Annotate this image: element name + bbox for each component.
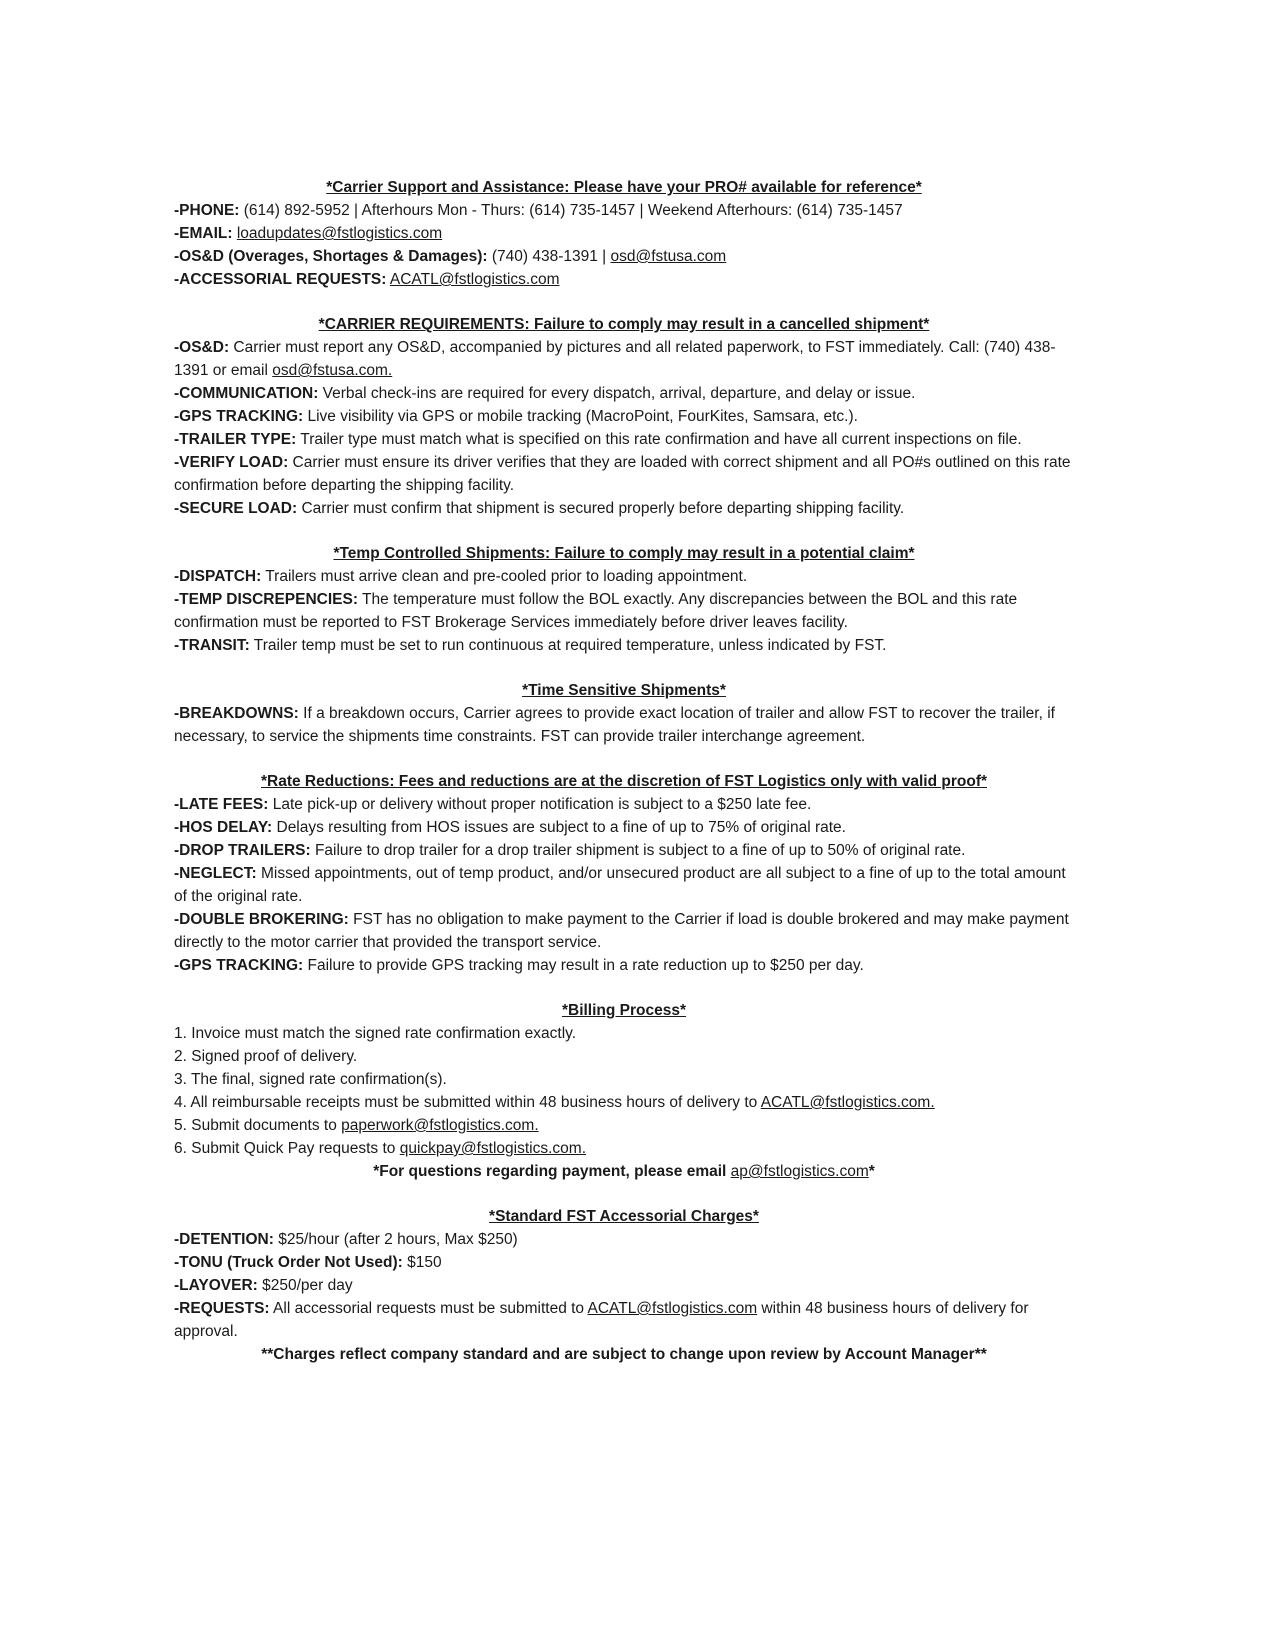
osd-contact-line (174, 245, 1074, 268)
temp-discrepencies-line (174, 588, 1074, 634)
layover-line (174, 1274, 1074, 1297)
hos-delay-text: Delays resulting from HOS issues are subject to a fine of up to 75% of original rate. (272, 819, 846, 836)
phone-text: (614) 892-5952 | Afterhours Mon - Thurs: (614) 735-1457 | Weekend Afterhours: (614) 735-1457 (239, 202, 903, 219)
dispatch-label: -DISPATCH: (174, 568, 262, 585)
detention-line (174, 1228, 1074, 1251)
billing-process-heading: *Billing Process* (561, 1002, 687, 1019)
tonu-text: $150 (402, 1254, 442, 1271)
late-fees-label: -LATE FEES: (174, 796, 269, 813)
accessorial-charges-section (174, 1205, 1074, 1366)
secure-load-text: Carrier must confirm that shipment is secured properly before departing shipping facility. (297, 500, 905, 517)
requests-label: -REQUESTS: (174, 1300, 270, 1317)
double-brokering-label: -DOUBLE BROKERING: (174, 911, 349, 928)
billing-item-5-link[interactable]: paperwork@fstlogistics.com. (341, 1117, 539, 1134)
communication-line (174, 382, 1074, 405)
rate-gps-tracking-text: Failure to provide GPS tracking may result in a rate reduction up to $250 per day. (303, 957, 864, 974)
req-osd-line (174, 336, 1074, 382)
verify-load-text: Carrier must ensure its driver verifies that they are loaded with correct shipment and all PO#s outlined on this rate confirmation before departing the shipping facility. (174, 454, 1071, 494)
communication-label: -COMMUNICATION: (174, 385, 319, 402)
rate-gps-tracking-label: -GPS TRACKING: (174, 957, 304, 974)
billing-item-6 (174, 1137, 1074, 1160)
billing-payment-note (174, 1160, 1074, 1183)
billing-item-1: 1. Invoice must match the signed rate confirmation exactly. (174, 1025, 577, 1042)
accessorial-footer-note: **Charges reflect company standard and are subject to change upon review by Account Manager** (261, 1346, 987, 1363)
accessorial-requests-label: -ACCESSORIAL REQUESTS: (174, 271, 387, 288)
breakdowns-text: If a breakdown occurs, Carrier agrees to provide exact location of trailer and allow FST to recover the trailer, if necessary, to service the shipments time constraints. FST can provide trailer interchange agreement. (174, 705, 1055, 745)
osd-contact-text: (740) 438-1391 | (487, 248, 611, 265)
late-fees-text: Late pick-up or delivery without proper notification is subject to a $250 late fee. (268, 796, 812, 813)
billing-item-6-link[interactable]: quickpay@fstlogistics.com. (399, 1140, 587, 1157)
accessorial-requests-line (174, 268, 1074, 291)
billing-item-6-text: 6. Submit Quick Pay requests to (174, 1140, 400, 1157)
requests-text: All accessorial requests must be submitted to (269, 1300, 588, 1317)
layover-text: $250/per day (257, 1277, 353, 1294)
gps-tracking-label: -GPS TRACKING: (174, 408, 304, 425)
dispatch-text: Trailers must arrive clean and pre-cooled prior to loading appointment. (261, 568, 748, 585)
neglect-text: Missed appointments, out of temp product, and/or unsecured product are all subject to a fine of up to the total amount of the original rate. (174, 865, 1066, 905)
req-osd-text: Carrier must report any OS&D, accompanied by pictures and all related paperwork, to FST immediately. Call: (740) 438-1391 or email (174, 339, 1056, 379)
temp-discrepencies-label: -TEMP DISCREPENCIES: (174, 591, 359, 608)
billing-item-5-text: 5. Submit documents to (174, 1117, 342, 1134)
breakdowns-label: -BREAKDOWNS: (174, 705, 299, 722)
drop-trailers-label: -DROP TRAILERS: (174, 842, 311, 859)
temp-discrepencies-text: The temperature must follow the BOL exactly. Any discrepancies between the BOL and this rate confirmation must be reported to FST Brokerage Services immediately before driver leaves facility. (174, 591, 1018, 631)
late-fees-line (174, 793, 1074, 816)
requests-link[interactable]: ACATL@fstlogistics.com (587, 1300, 758, 1317)
time-sensitive-section (174, 679, 1074, 748)
temp-controlled-section (174, 542, 1074, 657)
accessorial-charges-heading: *Standard FST Accessorial Charges* (489, 1208, 759, 1225)
temp-controlled-heading: *Temp Controlled Shipments: Failure to comply may result in a potential claim* (333, 545, 915, 562)
tonu-line (174, 1251, 1074, 1274)
req-osd-label: -OS&D: (174, 339, 230, 356)
breakdowns-line (174, 702, 1074, 748)
osd-contact-label: -OS&D (Overages, Shortages & Damages): (174, 248, 488, 265)
rate-gps-tracking-line (174, 954, 1074, 977)
detention-text: $25/hour (after 2 hours, Max $250) (273, 1231, 518, 1248)
email-label: -EMAIL: (174, 225, 233, 242)
secure-load-line (174, 497, 1074, 520)
gps-tracking-text: Live visibility via GPS or mobile tracking (MacroPoint, FourKites, Samsara, etc.). (303, 408, 858, 425)
carrier-support-section (174, 176, 1074, 291)
transit-line (174, 634, 1074, 657)
hos-delay-label: -HOS DELAY: (174, 819, 273, 836)
carrier-support-heading: *Carrier Support and Assistance: Please have your PRO# available for reference* (326, 179, 922, 196)
verify-load-label: -VERIFY LOAD: (174, 454, 289, 471)
osd-contact-link[interactable]: osd@fstusa.com (610, 248, 727, 265)
billing-item-4-text: 4. All reimbursable receipts must be submitted within 48 business hours of delivery to (174, 1094, 761, 1111)
billing-item-5 (174, 1114, 1074, 1137)
transit-label: -TRANSIT: (174, 637, 250, 654)
billing-item-4-link[interactable]: ACATL@fstlogistics.com. (760, 1094, 935, 1111)
drop-trailers-line (174, 839, 1074, 862)
gps-tracking-line (174, 405, 1074, 428)
dispatch-line (174, 565, 1074, 588)
billing-process-section (174, 999, 1074, 1183)
neglect-label: -NEGLECT: (174, 865, 257, 882)
accessorial-requests-link[interactable]: ACATL@fstlogistics.com (389, 271, 560, 288)
carrier-requirements-heading: *CARRIER REQUIREMENTS: Failure to comply may result in a cancelled shipment* (318, 316, 930, 333)
communication-text: Verbal check-ins are required for every dispatch, arrival, departure, and delay or issue. (318, 385, 916, 402)
verify-load-line (174, 451, 1074, 497)
double-brokering-line (174, 908, 1074, 954)
requests-end: within 48 business hours of delivery for approval. (174, 1300, 1029, 1340)
billing-note-text: *For questions regarding payment, please email (373, 1163, 731, 1180)
email-line (174, 222, 1074, 245)
billing-item-3: 3. The final, signed rate confirmation(s). (174, 1071, 447, 1088)
detention-label: -DETENTION: (174, 1231, 274, 1248)
layover-label: -LAYOVER: (174, 1277, 258, 1294)
double-brokering-text: FST has no obligation to make payment to the Carrier if load is double brokered and may make payment directly to the motor carrier that provided the transport service. (174, 911, 1069, 951)
phone-label: -PHONE: (174, 202, 240, 219)
carrier-requirements-section (174, 313, 1074, 520)
transit-text: Trailer temp must be set to run continuous at required temperature, unless indicated by FST. (249, 637, 887, 654)
neglect-line (174, 862, 1074, 908)
time-sensitive-heading: *Time Sensitive Shipments* (522, 682, 726, 699)
secure-load-label: -SECURE LOAD: (174, 500, 298, 517)
billing-note-end: * (868, 1163, 875, 1180)
phone-line (174, 199, 1074, 222)
trailer-type-label: -TRAILER TYPE: (174, 431, 297, 448)
requests-line (174, 1297, 1074, 1343)
billing-item-4 (174, 1091, 1074, 1114)
billing-note-link[interactable]: ap@fstlogistics.com (730, 1163, 869, 1180)
trailer-type-line (174, 428, 1074, 451)
document-page (174, 176, 1074, 1388)
req-osd-link[interactable]: osd@fstusa.com. (272, 362, 393, 379)
billing-item-2: 2. Signed proof of delivery. (174, 1048, 358, 1065)
rate-reductions-section (174, 770, 1074, 977)
tonu-label: -TONU (Truck Order Not Used): (174, 1254, 403, 1271)
rate-reductions-heading: *Rate Reductions: Fees and reductions are at the discretion of FST Logistics only with valid proof* (260, 773, 988, 790)
trailer-type-text: Trailer type must match what is specified on this rate confirmation and have all current inspections on file. (296, 431, 1022, 448)
hos-delay-line (174, 816, 1074, 839)
email-link[interactable]: loadupdates@fstlogistics.com (236, 225, 443, 242)
drop-trailers-text: Failure to drop trailer for a drop trailer shipment is subject to a fine of up to 50% of original rate. (310, 842, 966, 859)
